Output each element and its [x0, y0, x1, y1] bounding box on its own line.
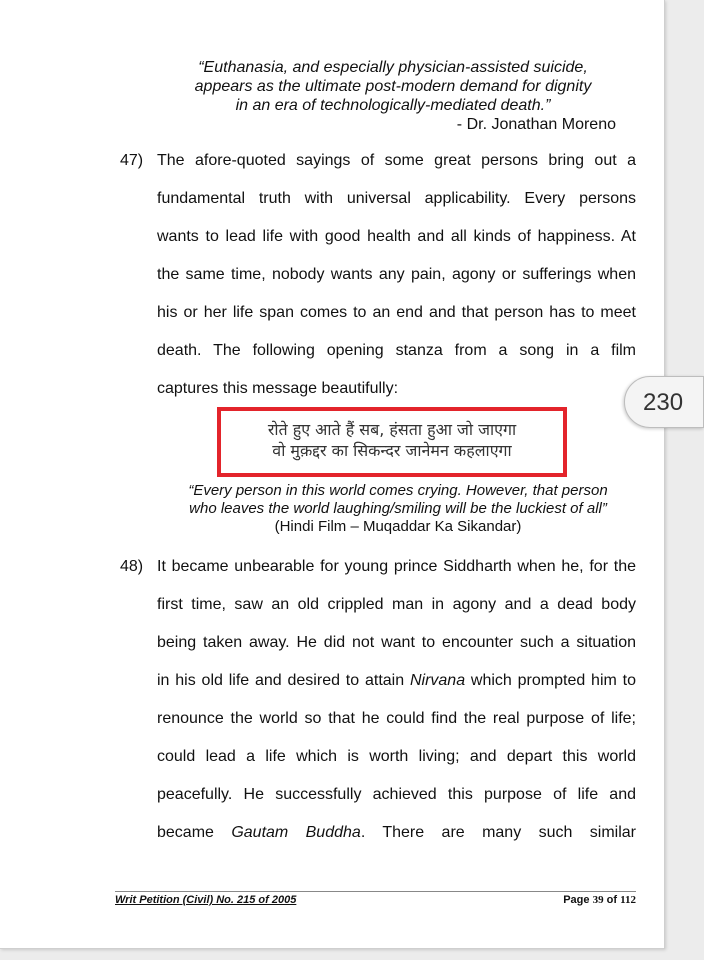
song-translation	[150, 482, 646, 536]
text-segment: which prompted him to	[465, 672, 637, 689]
epigraph-line: in an era of technologically-mediated death.”	[235, 97, 551, 114]
italic-term: Gautam Buddha	[231, 824, 361, 841]
page-number	[563, 894, 636, 906]
paragraph-line: death. The following opening stanza from a song in a film	[157, 342, 636, 359]
paragraph-line	[157, 738, 636, 776]
text-segment: became	[157, 824, 232, 841]
current-page: 39	[592, 894, 604, 906]
paragraph-47	[120, 142, 636, 408]
text-segment: peacefully. He successfully achieved this purpose of life and	[157, 786, 636, 803]
text-segment: first time, saw an old crippled man in agony and a dead body	[157, 596, 636, 613]
epigraph-attribution: - Dr. Jonathan Moreno	[456, 116, 616, 133]
epigraph-line: “Euthanasia, and especially physician-assisted suicide,	[198, 59, 588, 76]
text-segment: in his old life and desired to attain	[157, 672, 410, 689]
paragraph-line: fundamental truth with universal applicability. Every persons	[157, 190, 636, 207]
page-footer	[115, 891, 636, 906]
paragraph-line	[157, 700, 636, 738]
paragraph-line: his or her life span comes to an end and that person has to meet	[157, 304, 636, 321]
text-segment: being taken away. He did not want to encounter such a situation	[157, 634, 636, 651]
total-pages: 112	[620, 894, 636, 906]
paragraph-body	[157, 548, 636, 852]
paragraph-line	[157, 776, 636, 814]
paragraph-line	[157, 662, 636, 700]
paragraph-line	[157, 548, 636, 586]
hindi-stanza-line: वो मुक़द्दर का सिकन्दर जानेमन कहलाएगा	[272, 441, 512, 460]
paragraph-line: wants to lead life with good health and all kinds of happiness. At	[157, 228, 636, 245]
italic-term: Nirvana	[409, 672, 466, 689]
epigraph-line: appears as the ultimate post-modern demand for dignity	[194, 78, 592, 95]
page-label: Page	[563, 894, 590, 906]
text-segment: It became unbearable for young prince Siddharth when he, for the	[157, 558, 636, 575]
paragraph-line	[157, 624, 636, 662]
hindi-stanza-line: रोते हुए आते हैं सब, हंसता हुआ जो जाएगा	[267, 420, 517, 439]
paragraph-number: 48)	[120, 558, 144, 575]
text-segment: could lead a life which is worth living; and depart this world	[157, 748, 636, 765]
hindi-stanza-highlight	[217, 407, 567, 477]
paragraph-line: the same time, nobody wants any pain, agony or sufferings when	[157, 266, 636, 283]
song-source: (Hindi Film – Muqaddar Ka Sikandar)	[274, 518, 522, 535]
epigraph-quote	[150, 58, 636, 134]
paragraph-line	[157, 586, 636, 624]
page-number-tab[interactable]: 230	[624, 376, 704, 428]
paragraph-line: The afore-quoted sayings of some great persons bring out a	[157, 152, 636, 169]
of-label: of	[606, 894, 618, 906]
paragraph-48	[120, 548, 636, 852]
text-segment: . There are many such similar	[360, 824, 637, 841]
paragraph-line	[157, 814, 636, 852]
paragraph-line: captures this message beautifully:	[157, 380, 399, 397]
case-reference: Writ Petition (Civil) No. 215 of 2005	[115, 894, 297, 906]
paragraph-number: 47)	[120, 152, 144, 169]
text-segment: renounce the world so that he could find the real purpose of life;	[157, 710, 636, 727]
translation-line: “Every person in this world comes crying. However, that person	[188, 482, 608, 499]
translation-line: who leaves the world laughing/smiling will be the luckiest of all”	[189, 500, 607, 517]
paragraph-body	[157, 142, 636, 408]
